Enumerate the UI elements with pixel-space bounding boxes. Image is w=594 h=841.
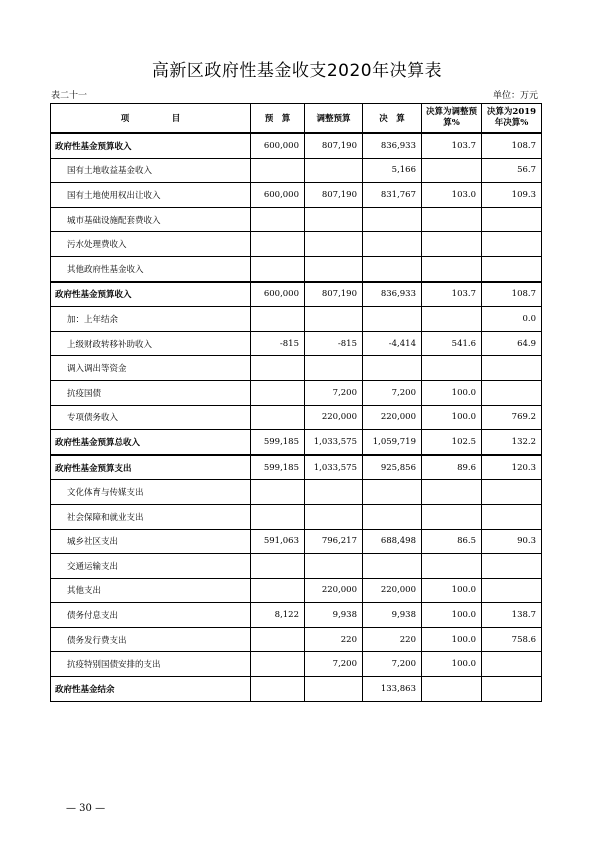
cell-pct-2019: 109.3 xyxy=(482,183,542,208)
cell-pct-2019: 90.3 xyxy=(482,529,542,554)
cell-pct-adjusted xyxy=(422,207,482,232)
table-row xyxy=(51,331,542,356)
cell-adjusted xyxy=(305,504,363,529)
cell-pct-adjusted: 100.0 xyxy=(422,405,482,430)
cell-final: 836,933 xyxy=(363,133,422,158)
cell-budget: 599,185 xyxy=(251,455,305,480)
cell-budget xyxy=(251,652,305,677)
cell-item: 交通运输支出 xyxy=(51,554,251,579)
cell-adjusted: 9,938 xyxy=(305,603,363,628)
cell-adjusted: -815 xyxy=(305,331,363,356)
table-row xyxy=(51,455,542,480)
cell-pct-adjusted: 102.5 xyxy=(422,430,482,455)
cell-pct-adjusted: 103.7 xyxy=(422,133,482,158)
header-adjusted: 调整预算 xyxy=(305,104,363,134)
cell-pct-adjusted xyxy=(422,480,482,505)
cell-pct-adjusted: 103.0 xyxy=(422,183,482,208)
cell-pct-adjusted: 100.0 xyxy=(422,603,482,628)
budget-table xyxy=(50,103,542,702)
cell-item: 专项债务收入 xyxy=(51,405,251,430)
table-number: 表二十一 xyxy=(51,91,88,101)
table-row xyxy=(51,677,542,702)
cell-item: 社会保障和就业支出 xyxy=(51,504,251,529)
table-row xyxy=(51,133,542,158)
cell-adjusted: 7,200 xyxy=(305,652,363,677)
table-row xyxy=(51,232,542,257)
cell-adjusted xyxy=(305,232,363,257)
cell-pct-2019: 64.9 xyxy=(482,331,542,356)
cell-pct-adjusted xyxy=(422,232,482,257)
table-row xyxy=(51,578,542,603)
table-row xyxy=(51,356,542,381)
cell-pct-adjusted: 86.5 xyxy=(422,529,482,554)
cell-budget xyxy=(251,405,305,430)
cell-pct-adjusted xyxy=(422,307,482,332)
cell-pct-2019 xyxy=(482,380,542,405)
cell-budget: 599,185 xyxy=(251,430,305,455)
cell-pct-2019: 769.2 xyxy=(482,405,542,430)
cell-pct-2019: 758.6 xyxy=(482,627,542,652)
cell-item: 加：上年结余 xyxy=(51,307,251,332)
cell-item: 污水处理费收入 xyxy=(51,232,251,257)
cell-item: 上级财政转移补助收入 xyxy=(51,331,251,356)
cell-pct-2019: 138.7 xyxy=(482,603,542,628)
cell-budget xyxy=(251,232,305,257)
cell-pct-2019: 56.7 xyxy=(482,158,542,183)
cell-adjusted xyxy=(305,307,363,332)
cell-item: 文化体育与传媒支出 xyxy=(51,480,251,505)
cell-final: 9,938 xyxy=(363,603,422,628)
table-row xyxy=(51,307,542,332)
table-row xyxy=(51,603,542,628)
cell-final xyxy=(363,356,422,381)
cell-adjusted: 220,000 xyxy=(305,578,363,603)
cell-adjusted: 807,190 xyxy=(305,282,363,307)
cell-adjusted: 1,033,575 xyxy=(305,455,363,480)
table-row xyxy=(51,207,542,232)
cell-adjusted: 220 xyxy=(305,627,363,652)
cell-pct-2019: 132.2 xyxy=(482,430,542,455)
cell-pct-adjusted: 89.6 xyxy=(422,455,482,480)
cell-pct-adjusted: 100.0 xyxy=(422,627,482,652)
cell-final xyxy=(363,307,422,332)
table-row xyxy=(51,158,542,183)
cell-adjusted xyxy=(305,158,363,183)
cell-item: 城市基础设施配套费收入 xyxy=(51,207,251,232)
cell-item: 城乡社区支出 xyxy=(51,529,251,554)
cell-final: 220 xyxy=(363,627,422,652)
cell-adjusted: 807,190 xyxy=(305,133,363,158)
table-row xyxy=(51,430,542,455)
cell-final: -4,414 xyxy=(363,331,422,356)
cell-final: 7,200 xyxy=(363,380,422,405)
cell-final xyxy=(363,256,422,281)
cell-pct-adjusted: 103.7 xyxy=(422,282,482,307)
cell-item: 政府性基金预算支出 xyxy=(51,455,251,480)
cell-pct-adjusted xyxy=(422,677,482,702)
cell-pct-2019 xyxy=(482,207,542,232)
cell-budget xyxy=(251,158,305,183)
table-row xyxy=(51,405,542,430)
cell-pct-2019 xyxy=(482,232,542,257)
cell-item: 调入调出等资金 xyxy=(51,356,251,381)
cell-pct-adjusted xyxy=(422,554,482,579)
table-row xyxy=(51,529,542,554)
cell-final: 220,000 xyxy=(363,578,422,603)
cell-item: 国有土地收益基金收入 xyxy=(51,158,251,183)
header-pct-2019: 决算为2019年决算% xyxy=(482,104,542,134)
cell-adjusted xyxy=(305,356,363,381)
cell-pct-2019 xyxy=(482,256,542,281)
header-item: 项 目 xyxy=(51,104,251,134)
header-pct-adjusted: 决算为调整预算% xyxy=(422,104,482,134)
cell-item: 债务发行费支出 xyxy=(51,627,251,652)
cell-final: 831,767 xyxy=(363,183,422,208)
cell-item: 其他支出 xyxy=(51,578,251,603)
cell-adjusted xyxy=(305,256,363,281)
cell-item: 抗疫国债 xyxy=(51,380,251,405)
cell-pct-2019 xyxy=(482,578,542,603)
header-budget: 预 算 xyxy=(251,104,305,134)
cell-pct-2019 xyxy=(482,480,542,505)
cell-pct-adjusted: 100.0 xyxy=(422,578,482,603)
cell-final xyxy=(363,232,422,257)
header-final: 决 算 xyxy=(363,104,422,134)
cell-item: 债务付息支出 xyxy=(51,603,251,628)
cell-pct-2019 xyxy=(482,554,542,579)
cell-budget xyxy=(251,380,305,405)
cell-final xyxy=(363,504,422,529)
cell-budget xyxy=(251,504,305,529)
cell-budget: 600,000 xyxy=(251,133,305,158)
table-row xyxy=(51,652,542,677)
cell-item: 政府性基金结余 xyxy=(51,677,251,702)
cell-adjusted: 7,200 xyxy=(305,380,363,405)
cell-pct-adjusted xyxy=(422,158,482,183)
cell-final: 220,000 xyxy=(363,405,422,430)
cell-final xyxy=(363,207,422,232)
cell-item: 国有土地使用权出让收入 xyxy=(51,183,251,208)
cell-final xyxy=(363,554,422,579)
cell-budget xyxy=(251,578,305,603)
cell-adjusted: 796,217 xyxy=(305,529,363,554)
table-row xyxy=(51,380,542,405)
page-title: 高新区政府性基金收支2020年决算表 xyxy=(151,61,443,81)
cell-pct-2019 xyxy=(482,652,542,677)
cell-pct-2019 xyxy=(482,677,542,702)
table-row xyxy=(51,480,542,505)
cell-budget: 600,000 xyxy=(251,183,305,208)
cell-adjusted: 1,033,575 xyxy=(305,430,363,455)
cell-pct-2019 xyxy=(482,504,542,529)
cell-budget xyxy=(251,554,305,579)
cell-pct-adjusted: 541.6 xyxy=(422,331,482,356)
cell-budget xyxy=(251,207,305,232)
cell-adjusted: 807,190 xyxy=(305,183,363,208)
cell-pct-adjusted: 100.0 xyxy=(422,380,482,405)
cell-pct-2019: 0.0 xyxy=(482,307,542,332)
cell-final xyxy=(363,480,422,505)
cell-final: 5,166 xyxy=(363,158,422,183)
cell-adjusted xyxy=(305,677,363,702)
cell-item: 政府性基金预算收入 xyxy=(51,282,251,307)
cell-pct-2019: 108.7 xyxy=(482,133,542,158)
cell-budget: 8,122 xyxy=(251,603,305,628)
cell-item: 其他政府性基金收入 xyxy=(51,256,251,281)
cell-adjusted xyxy=(305,554,363,579)
cell-adjusted: 220,000 xyxy=(305,405,363,430)
table-row xyxy=(51,627,542,652)
unit-label: 单位：万元 xyxy=(492,91,538,101)
cell-budget: 600,000 xyxy=(251,282,305,307)
table-header-row xyxy=(51,104,542,134)
cell-pct-adjusted xyxy=(422,504,482,529)
cell-final: 1,059,719 xyxy=(363,430,422,455)
cell-pct-adjusted xyxy=(422,356,482,381)
table-row xyxy=(51,282,542,307)
cell-item: 抗疫特别国债安排的支出 xyxy=(51,652,251,677)
cell-final: 688,498 xyxy=(363,529,422,554)
cell-pct-2019 xyxy=(482,356,542,381)
table-row xyxy=(51,183,542,208)
cell-adjusted xyxy=(305,480,363,505)
cell-budget xyxy=(251,356,305,381)
table-row xyxy=(51,554,542,579)
page-number: — 30 — xyxy=(66,803,106,814)
cell-pct-2019: 108.7 xyxy=(482,282,542,307)
cell-budget xyxy=(251,480,305,505)
cell-budget xyxy=(251,307,305,332)
cell-budget: -815 xyxy=(251,331,305,356)
cell-budget: 591,063 xyxy=(251,529,305,554)
cell-pct-2019: 120.3 xyxy=(482,455,542,480)
cell-final: 836,933 xyxy=(363,282,422,307)
cell-adjusted xyxy=(305,207,363,232)
cell-pct-adjusted: 100.0 xyxy=(422,652,482,677)
cell-final: 925,856 xyxy=(363,455,422,480)
cell-budget xyxy=(251,627,305,652)
cell-item: 政府性基金预算总收入 xyxy=(51,430,251,455)
table-row xyxy=(51,504,542,529)
cell-final: 7,200 xyxy=(363,652,422,677)
table-row xyxy=(51,256,542,281)
cell-item: 政府性基金预算收入 xyxy=(51,133,251,158)
cell-pct-adjusted xyxy=(422,256,482,281)
cell-budget xyxy=(251,256,305,281)
cell-final: 133,863 xyxy=(363,677,422,702)
cell-budget xyxy=(251,677,305,702)
